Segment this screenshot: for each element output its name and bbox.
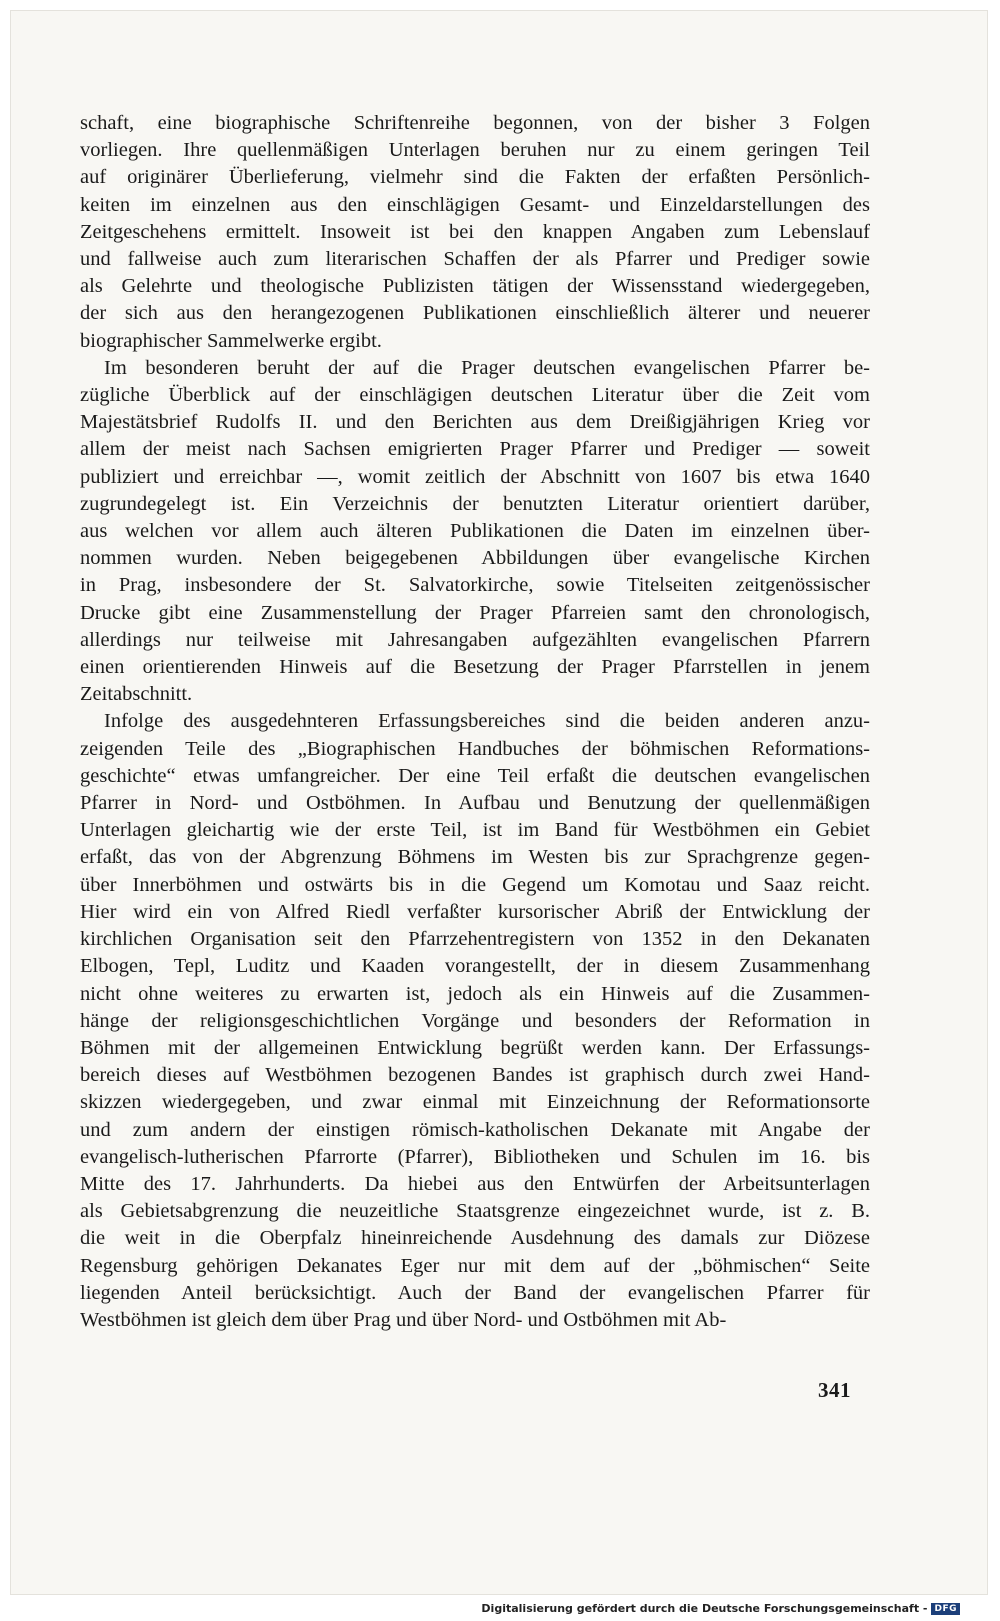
scanned-page [10, 10, 988, 1595]
text-line: Zeitgeschehens ermittelt. Insoweit ist bei den knappen Angaben zum Lebenslauf [80, 220, 870, 243]
text-line: biographischer Sammelwerke ergibt. [80, 329, 382, 352]
text-line: bereich dieses auf Westböhmen bezogenen Bandes ist graphisch durch zwei Hand- [80, 1064, 870, 1087]
text-line: Mitte des 17. Jahrhunderts. Da hiebei aus den Entwürfen der Arbeitsunterlagen [80, 1172, 870, 1195]
paragraph [80, 110, 870, 355]
digitization-footer [481, 1602, 960, 1615]
text-line: Regensburg gehörigen Dekanates Eger nur mit dem auf der „böhmischen“ Seite [80, 1254, 870, 1277]
text-line: zeigenden Teile des „Biographischen Handbuches der böhmischen Reformations- [80, 737, 870, 760]
text-line: die weit in die Oberpfalz hineinreichende Ausdehnung des damals zur Diözese [80, 1227, 870, 1250]
text-line: kirchlichen Organisation seit den Pfarrzehentregistern von 1352 in den Dekanaten [80, 928, 870, 951]
text-line: allerdings nur teilweise mit Jahresangaben aufgezählten evangelischen Pfarrern [80, 628, 870, 651]
text-line: Pfarrer in Nord- und Ostböhmen. In Aufbau und Benutzung der quellenmäßigen [80, 792, 870, 815]
dfg-logo: DFG [931, 1603, 960, 1615]
text-line: Im besonderen beruht der auf die Prager deutschen evangelischen Pfarrer be- [104, 356, 870, 379]
text-line: der sich aus den herangezogenen Publikationen einschließlich älterer und neuerer [80, 302, 870, 325]
text-line: zügliche Überblick auf der einschlägigen deutschen Literatur über die Zeit vom [80, 384, 870, 407]
text-line: erfaßt, das von der Abgrenzung Böhmens im Westen bis zur Sprachgrenze gegen- [80, 846, 870, 869]
text-line: Infolge des ausgedehnteren Erfassungsbereiches sind die beiden anderen anzu- [104, 710, 870, 733]
text-line: als Gelehrte und theologische Publizisten tätigen der Wissensstand wiedergegeben, [80, 275, 870, 298]
paragraph [80, 355, 870, 709]
text-line: und fallweise auch zum literarischen Schaffen der als Pfarrer und Prediger sowie [80, 248, 870, 271]
text-line: Zeitabschnitt. [80, 683, 193, 706]
text-line: liegenden Anteil berücksichtigt. Auch der Band der evangelischen Pfarrer für [80, 1281, 870, 1304]
text-line: vorliegen. Ihre quellenmäßigen Unterlagen beruhen nur zu einem geringen Teil [80, 139, 870, 162]
text-line: geschichte“ etwas umfangreicher. Der eine Teil erfaßt die deutschen evangelischen [80, 764, 870, 787]
text-line: Westböhmen ist gleich dem über Prag und über Nord- und Ostböhmen mit Ab- [80, 1308, 727, 1331]
text-line: Drucke gibt eine Zusammenstellung der Prager Pfarreien samt den chronologisch, [80, 601, 870, 624]
text-line: und zum andern der einstigen römisch-katholischen Dekanate mit Angabe der [80, 1118, 870, 1141]
text-line: hänge der religionsgeschichtlichen Vorgänge und besonders der Reformation in [80, 1009, 870, 1032]
text-line: Elbogen, Tepl, Luditz und Kaaden vorangestellt, der in diesem Zusammenhang [80, 955, 870, 978]
text-line: publiziert und erreichbar —, womit zeitlich der Abschnitt von 1607 bis etwa 1640 [80, 465, 870, 488]
text-line: skizzen wiedergegeben, und zwar einmal mit Einzeichnung der Reformationsorte [80, 1091, 870, 1114]
text-line: auf originärer Überlieferung, vielmehr sind die Fakten der erfaßten Persönlich- [80, 166, 870, 189]
text-line: nicht ohne weiteres zu erwarten ist, jedoch als ein Hinweis auf die Zusammen- [80, 982, 870, 1005]
footer-text: Digitalisierung gefördert durch die Deutsche Forschungsgemeinschaft - [481, 1602, 928, 1615]
body-text [80, 110, 870, 1334]
text-line: Hier wird ein von Alfred Riedl verfaßter kursorischer Abriß der Entwicklung der [80, 900, 870, 923]
text-line: Unterlagen gleichartig wie der erste Teil, ist im Band für Westböhmen ein Gebiet [80, 819, 870, 842]
text-line: einen orientierenden Hinweis auf die Besetzung der Prager Pfarrstellen in jenem [80, 656, 870, 679]
text-line: Böhmen mit der allgemeinen Entwicklung begrüßt werden kann. Der Erfassungs- [80, 1036, 870, 1059]
text-line: Majestätsbrief Rudolfs II. und den Berichten aus dem Dreißigjährigen Krieg vor [80, 411, 870, 434]
text-line: über Innerböhmen und ostwärts bis in die Gegend um Komotau und Saaz reicht. [80, 873, 870, 896]
text-line: schaft, eine biographische Schriftenreihe begonnen, von der bisher 3 Folgen [80, 112, 870, 134]
text-line: allem der meist nach Sachsen emigrierten Prager Pfarrer und Prediger — soweit [80, 438, 870, 461]
text-line: aus welchen vor allem auch älteren Publikationen die Daten im einzelnen über- [80, 520, 870, 543]
text-line: als Gebietsabgrenzung die neuzeitliche Staatsgrenze eingezeichnet wurde, ist z. B. [80, 1200, 870, 1223]
text-line: zugrundegelegt ist. Ein Verzeichnis der benutzten Literatur orientiert darüber, [80, 492, 870, 515]
text-line: evangelisch-lutherischen Pfarrorte (Pfarrer), Bibliotheken und Schulen im 16. bis [80, 1145, 870, 1168]
text-line: nommen wurden. Neben beigegebenen Abbildungen über evangelische Kirchen [80, 547, 870, 570]
text-line: keiten im einzelnen aus den einschlägigen Gesamt- und Einzeldarstellungen des [80, 193, 870, 216]
page-number: 341 [818, 1378, 851, 1402]
text-line: in Prag, insbesondere der St. Salvatorkirche, sowie Titelseiten zeitgenössischer [80, 574, 870, 597]
paragraph [80, 708, 870, 1334]
